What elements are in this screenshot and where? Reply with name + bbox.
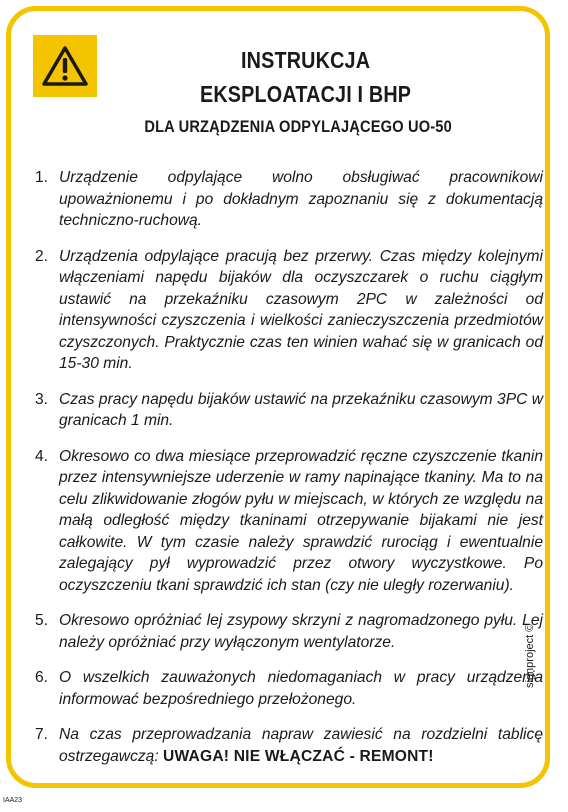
list-item bbox=[35, 246, 543, 375]
list-item bbox=[35, 167, 543, 232]
item-number: 1. bbox=[35, 169, 49, 186]
title-line-2: EKSPLOATACJI I BHP bbox=[199, 81, 412, 107]
item-number: 3. bbox=[35, 390, 49, 408]
list-item bbox=[35, 446, 543, 597]
warning-text: UWAGA! NIE WŁĄCZAĆ - REMONT! bbox=[163, 747, 434, 765]
product-code: IAA23 bbox=[3, 797, 23, 804]
sign-panel bbox=[6, 6, 550, 788]
publisher-credit: signproject © bbox=[524, 623, 536, 688]
title-line-1: INSTRUKCJA bbox=[240, 47, 371, 73]
item-text: O wszelkich zauważonych niedomaganiach w pracy urządzenia informować bezpośredniego przełożonego. bbox=[59, 669, 543, 708]
list-item bbox=[35, 724, 543, 767]
item-text bbox=[59, 724, 543, 767]
item-number: 7. bbox=[35, 726, 49, 743]
item-number: 6. bbox=[35, 669, 49, 686]
item-text: Okresowo co dwa miesiące przeprowadzić ręczne czyszczenie tkanin przez intensywniejsze uderzenie w ramy napinające tkaniny. Ma to na celu zlikwidowanie złogów pyłu w miejscach, w których ze względu na małą odległość między tkaninami otrzepywanie bijakami nie jest całkowite. W tym czasie należy sprawdzić rurociąg i ewentualnie zalegający pył wyprowadzić przez otwory wyczystkowe. Po oczyszczeniu tkani sprawdzić ich stan (czy nie uległy rozerwaniu). bbox=[59, 447, 543, 594]
list-item bbox=[35, 389, 543, 432]
item-text: Urządzenia odpylające pracują bez przerwy. Czas między kolejnymi włączeniami napędu bijaków dla oczyszczarek o ruchu ciągłym ustawić na przekaźniku czasowym 2PC w zależności od intensywności czyszczenia i wielkości zanieczyszczenia przedmiotów czyszczonych. Praktycznie czas ten winien wahać się w granicach od 15-30 min. bbox=[59, 247, 543, 372]
item-text-main: Na czas przeprowadzania napraw zawiesić na rozdzielni tablicę ostrzegawczą: bbox=[59, 726, 543, 765]
item-text: Czas pracy napędu bijaków ustawić na przekaźniku czasowym 3PC w granicach 1 min. bbox=[59, 390, 543, 429]
item-text: Urządzenie odpylające wolno obsługiwać pracownikowi upoważnionemu i po dokładnym zapoznaniu się z dokumentacją techniczno-ruchową. bbox=[59, 169, 543, 229]
item-number: 5. bbox=[35, 612, 49, 629]
instruction-list bbox=[35, 167, 543, 781]
item-number: 4. bbox=[35, 447, 49, 465]
item-text: Okresowo opróżniać lej zsypowy skrzyni z nagromadzonego pyłu. Lej należy opróżniać przy wyłączonym wentylatorze. bbox=[59, 612, 543, 651]
list-item bbox=[35, 667, 543, 710]
item-number: 2. bbox=[35, 247, 49, 265]
list-item bbox=[35, 610, 543, 653]
subtitle: DLA URZĄDZENIA ODPYLAJĄCEGO UO-50 bbox=[144, 117, 452, 136]
